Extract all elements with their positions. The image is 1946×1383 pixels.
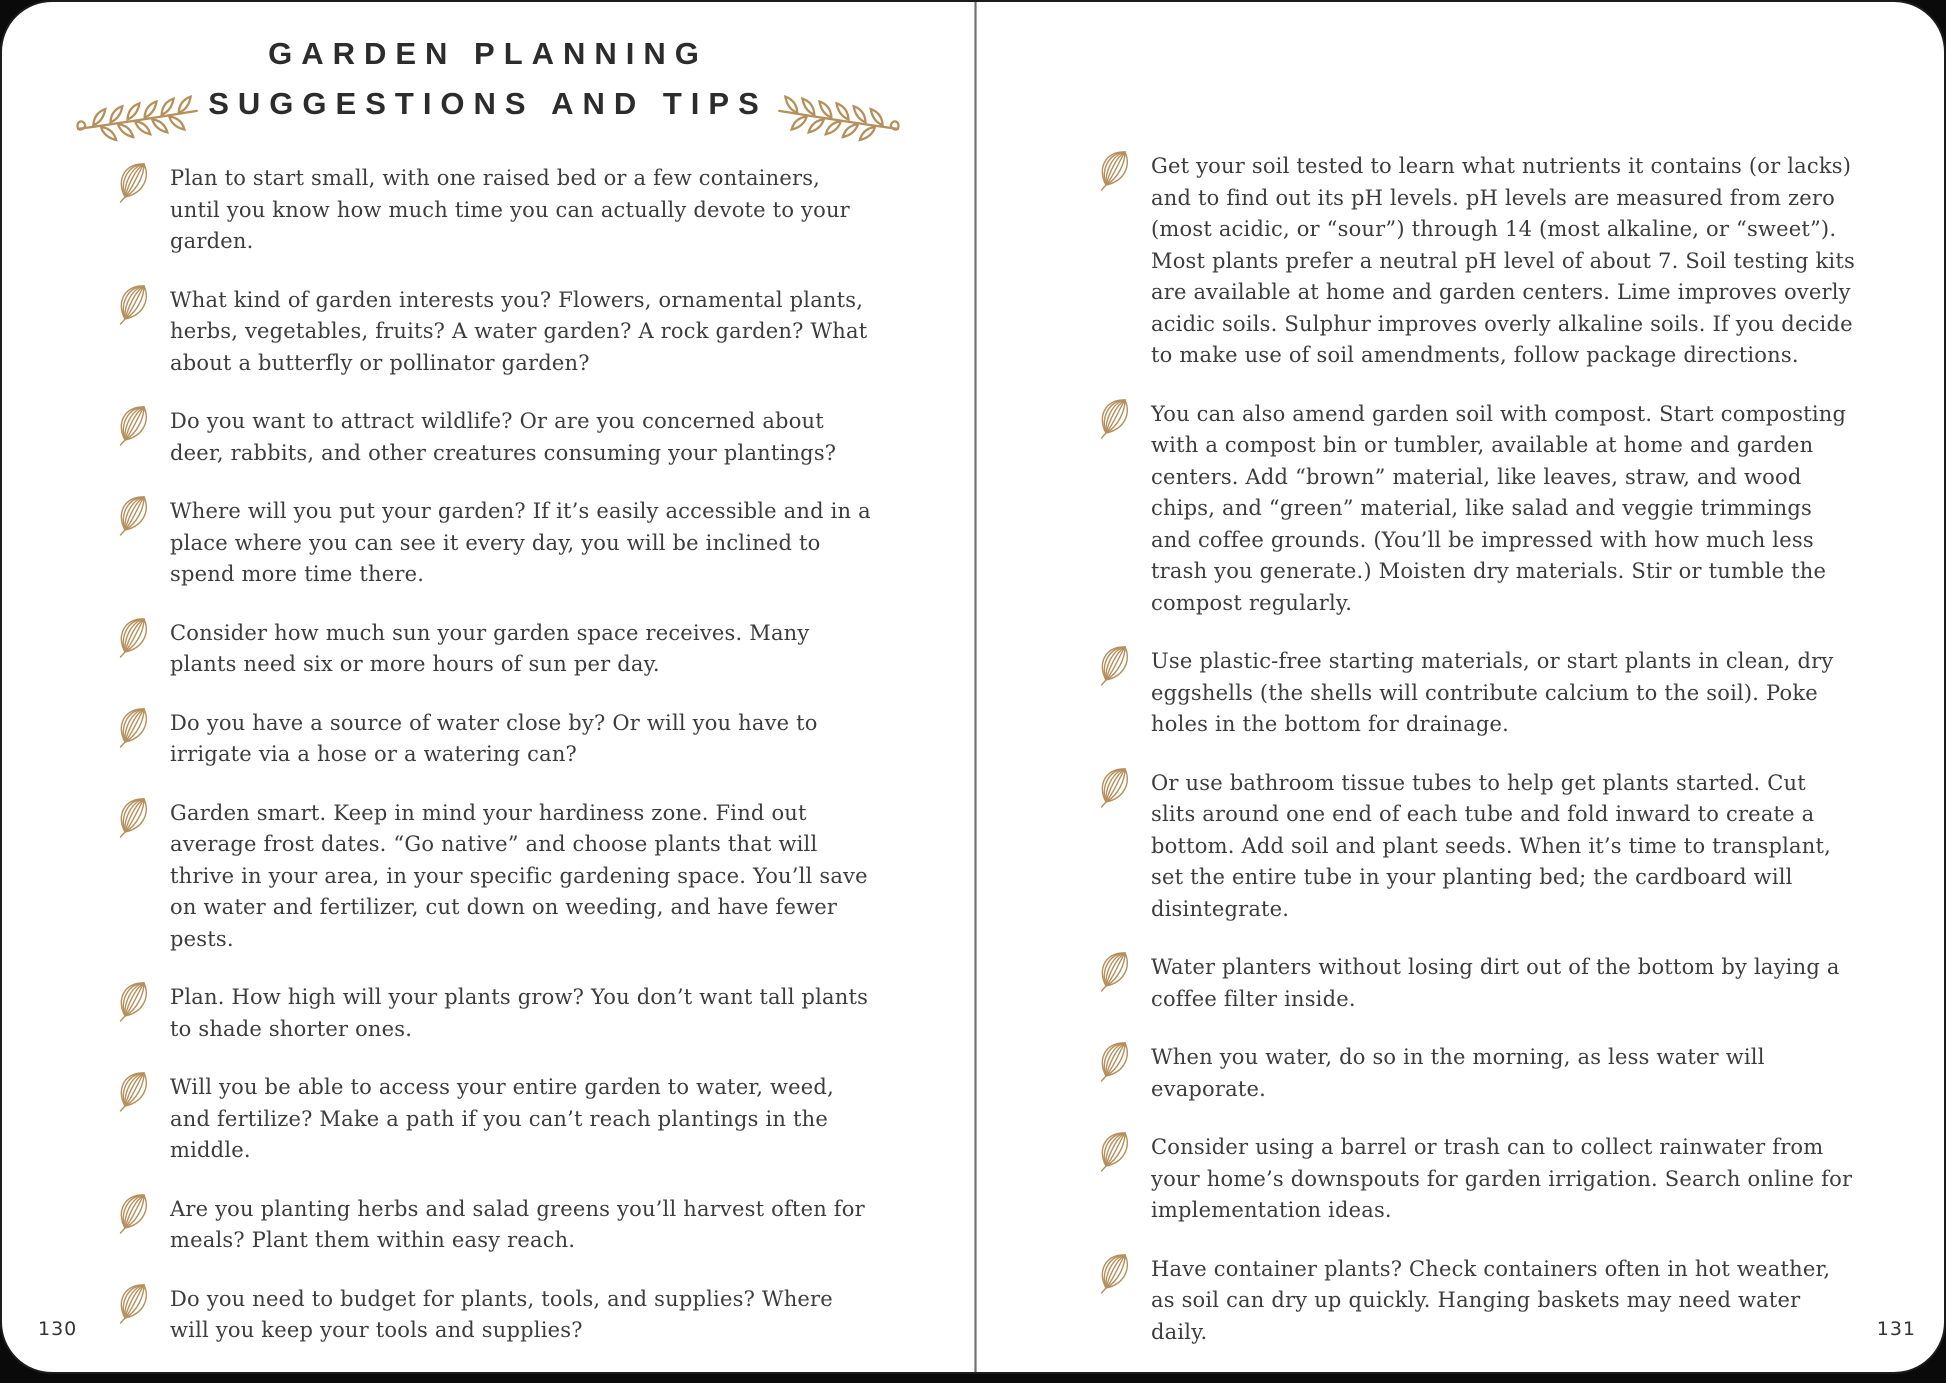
tip-text: Where will you put your garden? If it’s easily accessible and in a place where you can see it every day, you will be inclined to spend more time there.: [170, 499, 871, 586]
tip-item: [1095, 646, 1855, 741]
seed-bullet-icon: [1095, 395, 1139, 451]
tip-item: [1095, 1132, 1855, 1227]
tip-text: When you water, do so in the morning, as less water will evaporate.: [1151, 1045, 1765, 1101]
seed-bullet-icon: [114, 978, 158, 1034]
seed-bullet-icon: [114, 704, 158, 760]
page-title-line2: SUGGESTIONS AND TIPS: [208, 85, 768, 121]
page-right: [977, 2, 1946, 1372]
tip-text: Do you need to budget for plants, tools, and supplies? Where will you keep your tools and supplies?: [170, 1286, 833, 1342]
page-title-line1: GARDEN PLANNING: [268, 36, 708, 71]
seed-bullet-icon: [114, 1190, 158, 1246]
tip-item: [114, 982, 876, 1045]
seed-bullet-icon: [1095, 147, 1139, 203]
seed-bullet-icon: [1095, 764, 1139, 820]
tip-text: Do you have a source of water close by? Or will you have to irrigate via a hose or a watering can?: [170, 710, 818, 766]
tip-text: Get your soil tested to learn what nutrients it contains (or lacks) and to find out its pH levels. pH levels are measured from zero (most acidic, or “sour”) through 14 (most alkaline, or “sweet”). Most plants prefer a neutral pH level of about 7. Soil testing kits are available at home and garden centers. Lime improves overly acidic soils. Sulphur improves overly alkaline soils. If you decide to make use of soil amendments, follow package directions.: [1151, 154, 1855, 367]
tip-item: [1095, 1042, 1855, 1105]
tip-text: Will you be able to access your entire garden to water, weed, and fertilize? Make a path if you can’t reach plantings in the middle.: [170, 1075, 834, 1162]
seed-bullet-icon: [1095, 1128, 1139, 1184]
tip-text: Garden smart. Keep in mind your hardiness zone. Find out average frost dates. “Go native” and choose plants that will thrive in your area, in your specific gardening space. You’ll save on water and fertilizer, cut down on weeding, and have fewer pests.: [170, 800, 868, 951]
tip-item: [1095, 768, 1855, 926]
seed-bullet-icon: [114, 1280, 158, 1336]
tip-item: [1095, 151, 1855, 372]
page-left: [2, 2, 974, 1372]
tip-item: [114, 1194, 876, 1257]
tip-text: Do you want to attract wildlife? Or are you concerned about deer, rabbits, and other creatures consuming your plantings?: [170, 409, 837, 465]
seed-bullet-icon: [1095, 642, 1139, 698]
tip-text: Consider how much sun your garden space receives. Many plants need six or more hours of sun per day.: [170, 620, 810, 676]
tips-list-left: [114, 163, 876, 1347]
tip-item: [114, 163, 876, 258]
tip-item: [114, 618, 876, 681]
seed-bullet-icon: [114, 159, 158, 215]
tip-item: [114, 708, 876, 771]
seed-bullet-icon: [1095, 948, 1139, 1004]
tip-item: [1095, 952, 1855, 1015]
tip-text: You can also amend garden soil with compost. Start composting with a compost bin or tumbler, available at home and garden centers. Add “brown” material, like leaves, straw, and wood chips, and “green” material, like salad and veggie trimmings and coffee grounds. (You’ll be impressed with how much less trash you generate.) Moisten dry materials. Stir or tumble the compost regularly.: [1151, 401, 1847, 615]
seed-bullet-icon: [114, 1068, 158, 1124]
tip-item: [114, 285, 876, 380]
tip-item: [114, 496, 876, 591]
tip-text: Have container plants? Check containers often in hot weather, as soil can dry up quickly. Hanging baskets may need water daily.: [1151, 1256, 1831, 1344]
tip-text: Plan to start small, with one raised bed or a few containers, until you know how much time you can actually devote to your garden.: [170, 166, 850, 253]
seed-bullet-icon: [114, 402, 158, 458]
tip-text: Water planters without losing dirt out of the bottom by laying a coffee filter inside.: [1151, 955, 1840, 1011]
seed-bullet-icon: [1095, 1038, 1139, 1094]
tip-item: [114, 798, 876, 956]
tip-item: [114, 406, 876, 469]
tip-item: [114, 1284, 876, 1347]
tip-text: Or use bathroom tissue tubes to help get plants started. Cut slits around one end of each tube and fold inward to create a bottom. Add soil and plant seeds. When it’s time to transplant, set the entire tube in your planting bed; the cardboard will disintegrate.: [1151, 770, 1831, 921]
page-number-left: 130: [38, 1318, 78, 1340]
laurel-branch-icon: [74, 90, 200, 145]
tip-text: What kind of garden interests you? Flowers, ornamental plants, herbs, vegetables, fruits? A water garden? A rock garden? What about a butterfly or pollinator garden?: [170, 287, 868, 375]
seed-bullet-icon: [114, 492, 158, 548]
tip-text: Are you planting herbs and salad greens you’ll harvest often for meals? Plant them within easy reach.: [170, 1196, 865, 1252]
tip-item: [1095, 1254, 1855, 1349]
seed-bullet-icon: [1095, 1250, 1139, 1306]
tip-text: Consider using a barrel or trash can to collect rainwater from your home’s downspouts for garden irrigation. Search online for implementation ideas.: [1151, 1135, 1853, 1222]
seed-bullet-icon: [114, 794, 158, 850]
seed-bullet-icon: [114, 281, 158, 337]
tip-item: [114, 1072, 876, 1167]
tips-list-right: [1095, 151, 1855, 1348]
page-title-row: [2, 76, 974, 131]
laurel-branch-icon: [776, 90, 902, 145]
tip-text: Use plastic-free starting materials, or start plants in clean, dry eggshells (the shells will contribute calcium to the soil). Poke holes in the bottom for drainage.: [1151, 649, 1834, 736]
tip-text: Plan. How high will your plants grow? You don’t want tall plants to shade shorter ones.: [170, 985, 869, 1041]
page-number-right: 131: [1876, 1318, 1916, 1340]
seed-bullet-icon: [114, 614, 158, 670]
chapter-header: [2, 36, 974, 131]
tip-item: [1095, 399, 1855, 620]
